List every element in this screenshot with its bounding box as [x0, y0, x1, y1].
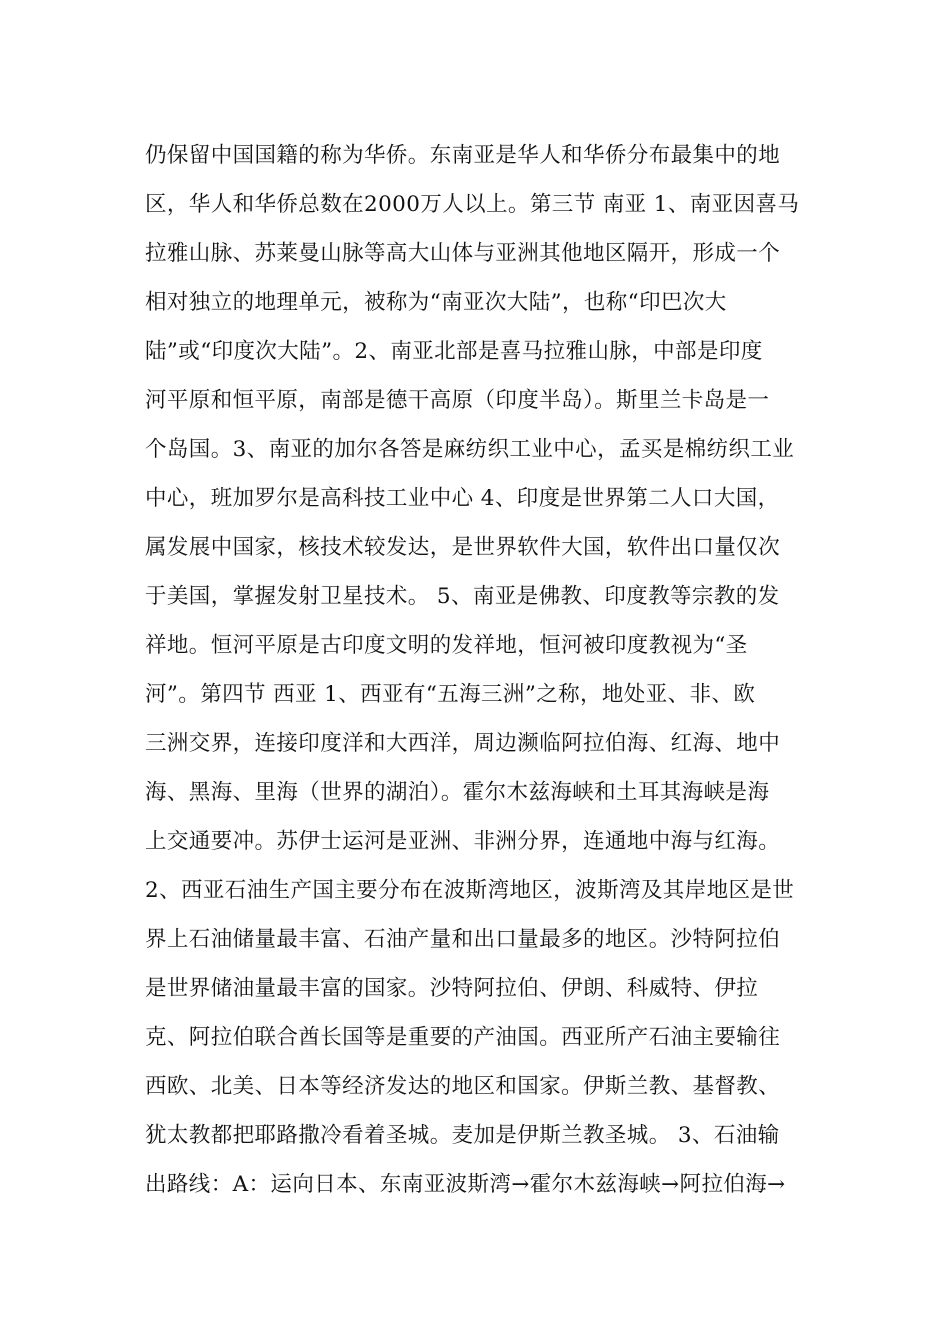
- text-line: 拉雅山脉、苏莱曼山脉等高大山体与亚洲其他地区隔开，形成一个: [145, 241, 781, 266]
- body-text: [145, 131, 810, 1209]
- text-line: 犹太教都把耶路撒冷看着圣城。麦加是伊斯兰教圣城。 3、石油输: [145, 1123, 780, 1148]
- text-line: 西欧、北美、日本等经济发达的地区和国家。伊斯兰教、基督教、: [145, 1074, 781, 1099]
- text-line: 个岛国。3、南亚的加尔各答是麻纺织工业中心，孟买是棉纺织工业: [145, 437, 795, 462]
- text-line: 中心，班加罗尔是高科技工业中心 4、印度是世界第二人口大国，: [145, 486, 780, 511]
- text-line: 出路线：A：运向日本、东南亚波斯湾→霍尔木兹海峡→阿拉伯海→: [145, 1172, 786, 1197]
- text-line: 祥地。恒河平原是古印度文明的发祥地，恒河被印度教视为“圣: [145, 633, 748, 658]
- text-line: 克、阿拉伯联合酋长国等是重要的产油国。西亚所产石油主要输往: [145, 1025, 781, 1050]
- text-line: 属发展中国家，核技术较发达，是世界软件大国，软件出口量仅次: [145, 535, 781, 560]
- text-line: 河平原和恒平原，南部是德干高原（印度半岛）。斯里兰卡岛是一: [145, 388, 770, 413]
- text-line: 海、黑海、里海（世界的湖泊）。霍尔木兹海峡和土耳其海峡是海: [145, 780, 770, 805]
- text-line: 三洲交界，连接印度洋和大西洋，周边濒临阿拉伯海、红海、地中: [145, 731, 781, 756]
- text-line: 上交通要冲。苏伊士运河是亚洲、非洲分界，连通地中海与红海。: [145, 829, 781, 854]
- text-line: 仍保留中国国籍的称为华侨。东南亚是华人和华侨分布最集中的地: [145, 143, 781, 168]
- text-line: 2、西亚石油生产国主要分布在波斯湾地区，波斯湾及其岸地区是世: [145, 878, 795, 903]
- text-line: 于美国，掌握发射卫星技术。 5、南亚是佛教、印度教等宗教的发: [145, 584, 780, 609]
- text-line: 区，华人和华侨总数在2000万人以上。第三节 南亚 1、南亚因喜马: [145, 192, 800, 217]
- text-line: 是世界储油量最丰富的国家。沙特阿拉伯、伊朗、科威特、伊拉: [145, 976, 759, 1001]
- text-line: 界上石油储量最丰富、石油产量和出口量最多的地区。沙特阿拉伯: [145, 927, 781, 952]
- text-line: 相对独立的地理单元，被称为“南亚次大陆”，也称“印巴次大: [145, 290, 727, 315]
- text-line: 陆”或“印度次大陆”。2、南亚北部是喜马拉雅山脉，中部是印度: [145, 339, 763, 364]
- text-line: 河”。第四节 西亚 1、西亚有“五海三洲”之称，地处亚、非、欧: [145, 682, 756, 707]
